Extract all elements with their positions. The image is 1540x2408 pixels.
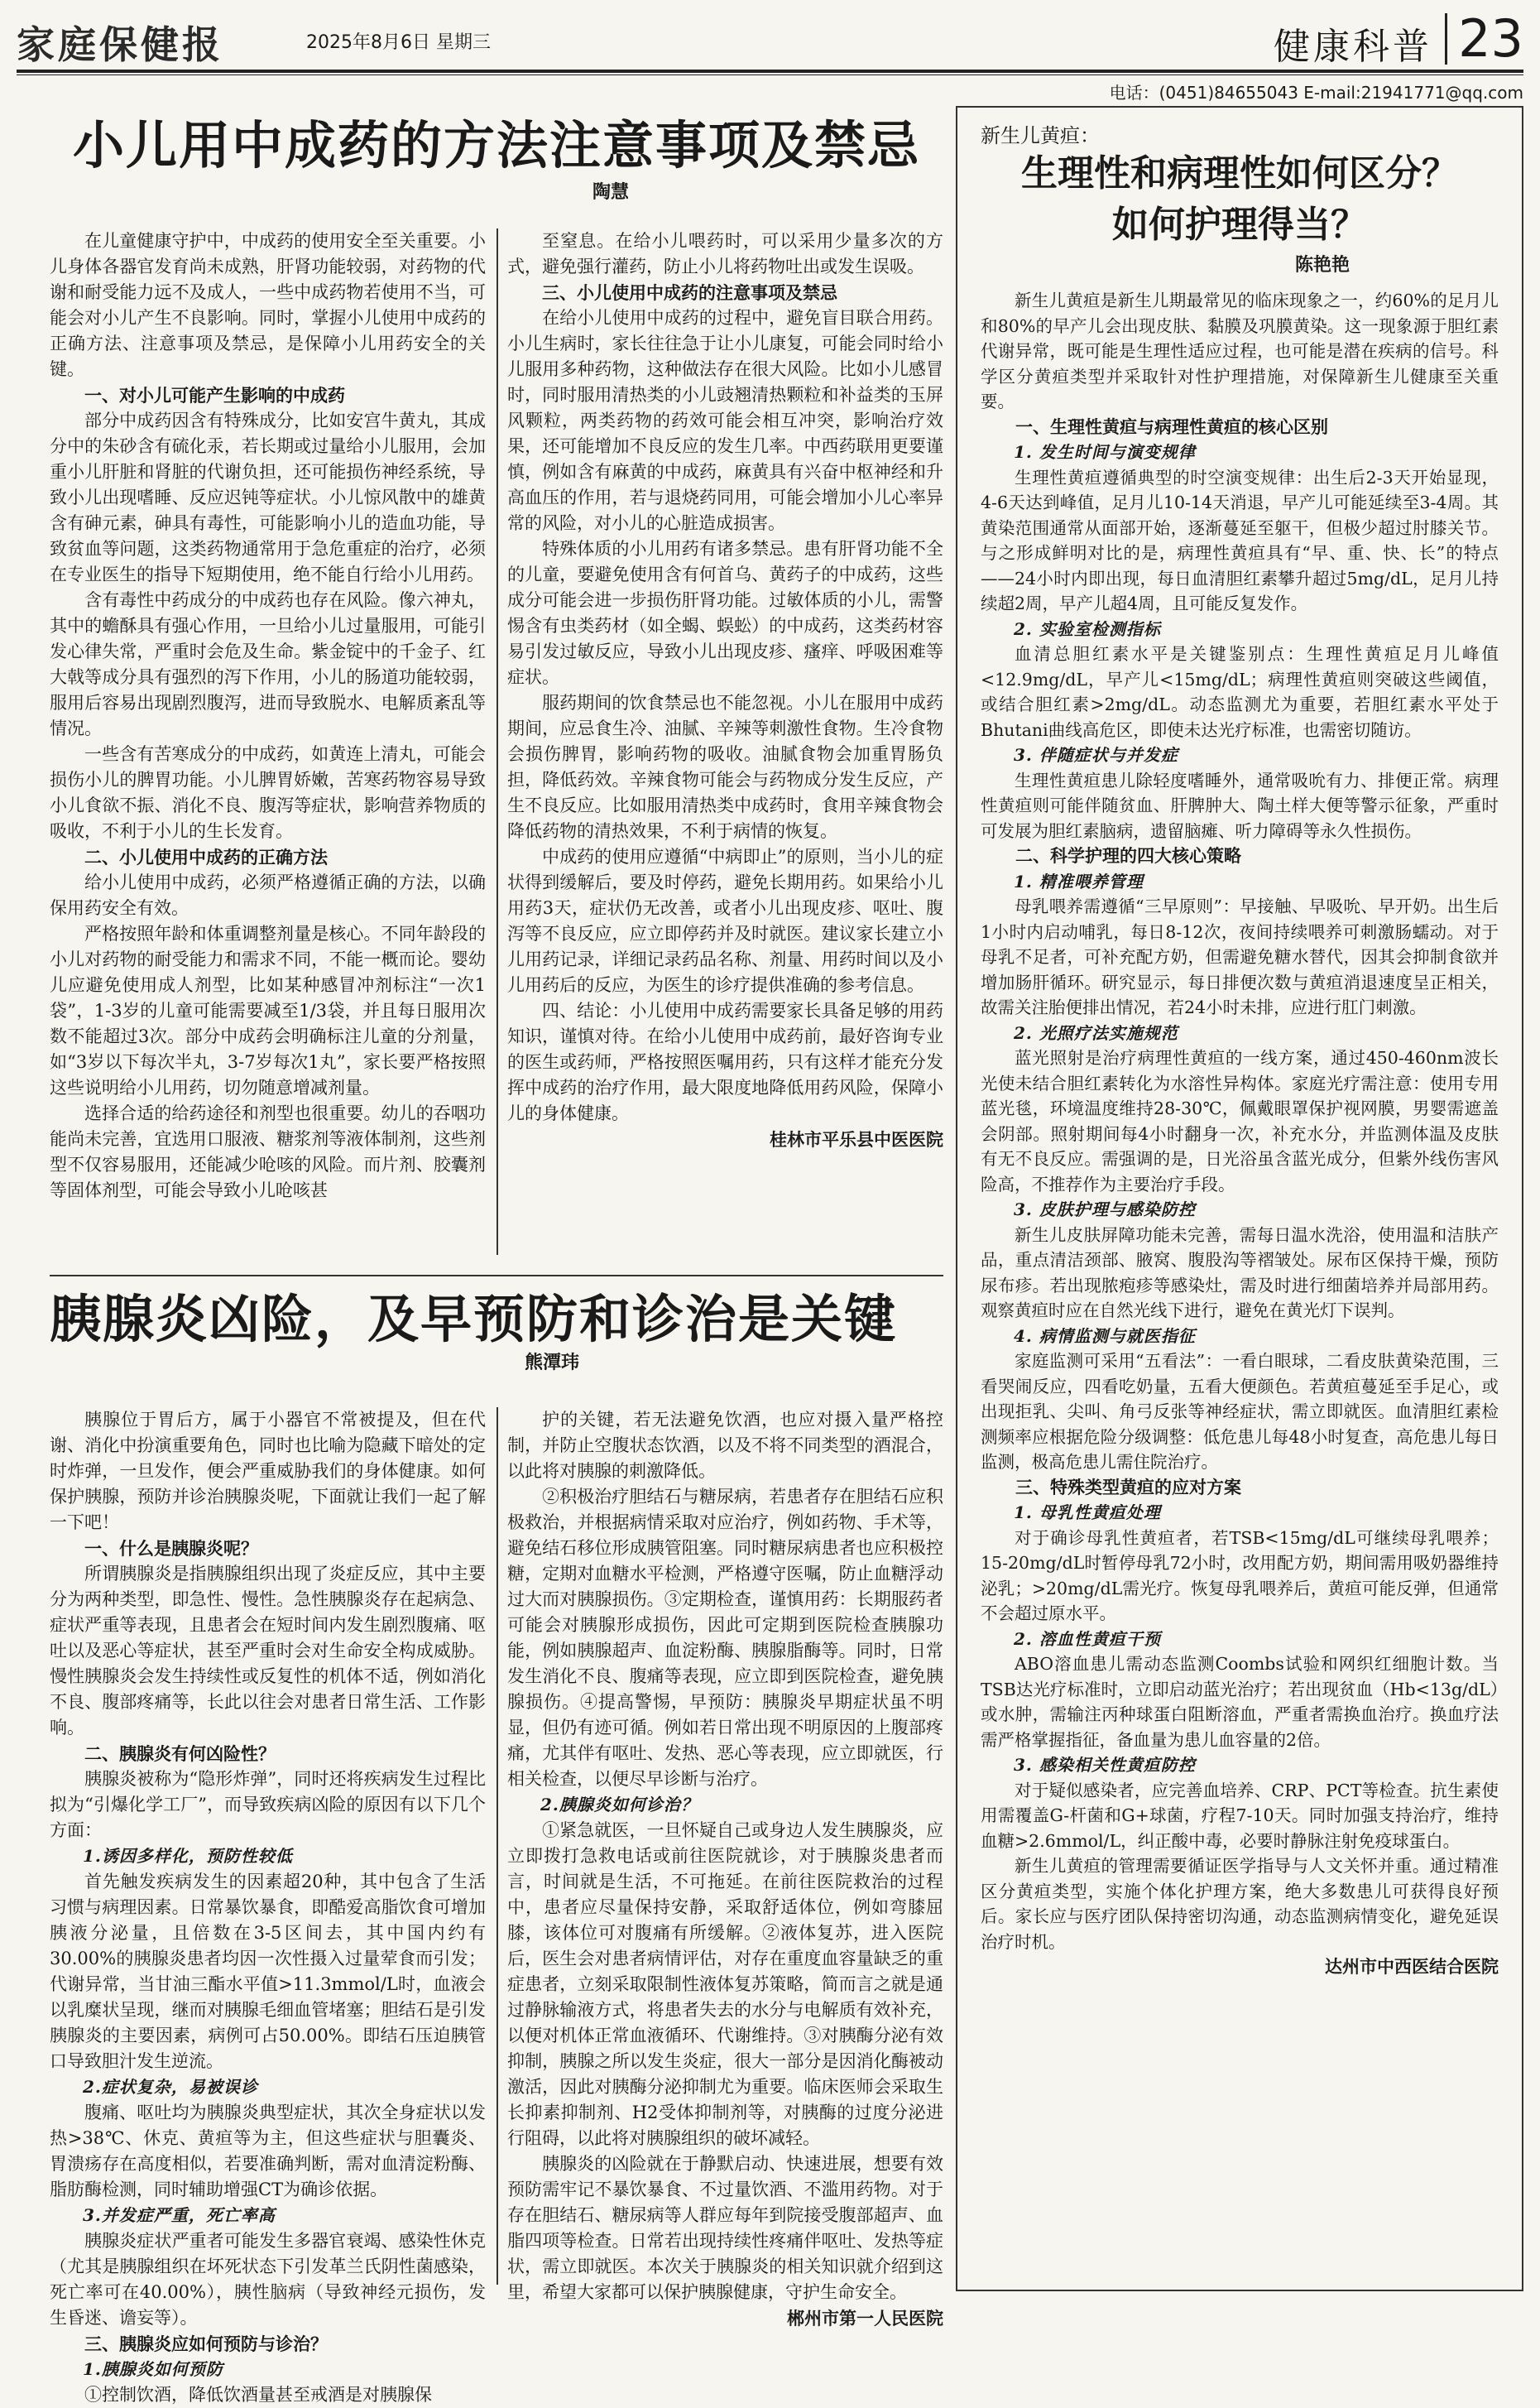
article-kicker: 新生儿黄疸： <box>981 124 1100 147</box>
newspaper-name: 家庭保健报 <box>17 22 223 67</box>
column-divider <box>497 228 498 1255</box>
subsection-heading: 2. 光照疗法实施规范 <box>1014 1022 1178 1043</box>
subsection-heading: 1. 精准喂养管理 <box>1014 871 1144 892</box>
subsection-heading: 1. 发生时间与演变规律 <box>1014 442 1196 462</box>
hospital-credit: 达州市中西医结合医院 <box>1325 1956 1499 1977</box>
section-heading: 一、生理性黄疸与病理性黄疸的核心区别 <box>1015 416 1328 437</box>
article-column <box>50 1407 486 2405</box>
subsection-heading: 3. 感染相关性黄疸防控 <box>1014 1755 1196 1775</box>
paragraph: 生理性黄疸患儿除轻度嗜睡外，通常吸吮有力、排便正常。病理性黄疸则可能伴随贫血、肝脾肿大、陶土样大便等警示征象，严重时可发展为胆红素脑病，遗留脑瘫、听力障碍等永久性损伤。 <box>981 770 1499 841</box>
paragraph: 至窒息。在给小儿喂药时，可以采用少量多次的方式，避免强行灌药，防止小儿将药物吐出或发生误吸。 <box>507 231 943 276</box>
subsection-heading: 2. 溶血性黄疸干预 <box>1014 1628 1161 1649</box>
paragraph: 生理性黄疸遵循典型的时空演变规律：出生后2-3天开始显现，4-6天达到峰值，足月儿10-14天消退，早产儿可能延续至3-4周。其黄染范围通常从面部开始，逐渐蔓延至躯干，但极少超过肘膝关节。与之形成鲜明对比的是，病理性黄疸具有“早、重、快、长”的特点——24小时内即出现，每日血清胆红素攀升超过5mg/dL，足月儿持续超2周，早产儿超4周，且可能反复发作。 <box>981 467 1499 613</box>
paragraph: 特殊体质的小儿用药有诸多禁忌。患有肝肾功能不全的儿童，要避免使用含有何首乌、黄药子的中成药，这些成分可能会进一步损伤肝肾功能。过敏体质的小儿，需警惕含有虫类药材（如全蝎、蜈蚣）的中成药，这类药材容易引发过敏反应，导致小儿出现皮疹、瘙痒、呼吸困难等症状。 <box>507 539 943 687</box>
paragraph: 部分中成药因含有特殊成分，比如安宫牛黄丸，其成分中的朱砂含有硫化汞，若长期或过量给小儿服用，会加重小儿肝脏和肾脏的代谢负担，还可能损伤神经系统，导致小儿出现嗜睡、反应迟钝等症状。小儿惊风散中的雄黄含有砷元素，砷具有毒性，可能影响小儿的造血功能，导致贫血等问题，这类药物通常用于急危重症的治疗，必须在专业医生的指导下短期使用，绝不能自行给小儿用药。 <box>50 411 486 584</box>
article-column <box>981 288 1499 2258</box>
subsection-heading: 1.诱因多样化，预防性较低 <box>83 1846 293 1866</box>
column-divider <box>497 1407 498 2285</box>
section-heading: 二、科学护理的四大核心策略 <box>1015 845 1241 866</box>
section-heading: 三、胰腺炎应如何预防与诊治？ <box>84 2334 328 2354</box>
subsection-heading: 1. 母乳性黄疸处理 <box>1014 1502 1161 1522</box>
subsection-heading: 2.胰腺炎如何诊治？ <box>540 1795 698 1814</box>
paragraph: ①紧急就医，一旦怀疑自己或身边人发生胰腺炎，应立即拨打急救电话或前往医院就诊，对于胰腺炎患者而言，时间就是生活，不可拖延。在前往医院救治的过程中，患者应尽量保持安静，采取舒适体位，例如弯膝屈膝，该体位可对腹痛有所缓解。②液体复苏，进入医院后，医生会对患者病情评估，对存在重度血容量缺乏的重症患者，立刻采取限制性液体复苏策略，简而言之就是通过静脉输液方式，将患者失去的水分与电解质有效补充，以便对机体正常血液循环、代谢维持。③对胰酶分泌有效抑制，胰腺之所以发生炎症，很大一部分是因消化酶被动激活，因此对胰酶分泌抑制尤为重要。临床医师会采取生长抑素抑制剂、H2受体抑制剂等，对胰酶的过度分泌进行阻碍，以此将对胰腺组织的破坏减轻。 <box>507 1820 943 2148</box>
paragraph: 严格按照年龄和体重调整剂量是核心。不同年龄段的小儿对药物的耐受能力和需求不同，不能一概而论。婴幼儿应避免使用成人剂型，比如某种感冒冲剂标注“一次1袋”，1-3岁的儿童可能需要减至1/3袋，并且每日服用次数不能超过3次。部分中成药会明确标注儿童的分剂量，如“3岁以下每次半丸，3-7岁每次1丸”，家长要严格按照这些说明给小儿用药，切勿随意增减剂量。 <box>50 924 486 1098</box>
paragraph: 选择合适的给药途径和剂型也很重要。幼儿的吞咽功能尚未完善，宜选用口服液、糖浆剂等液体制剂，这些剂型不仅容易服用，还能减少呛咳的风险。而片剂、胶囊剂等固体剂型，可能会导致小儿呛咳甚 <box>50 1103 486 1200</box>
paragraph: 蓝光照射是治疗病理性黄疸的一线方案，通过450-460nm波长光使未结合胆红素转化为水溶性异构体。家庭光疗需注意：使用专用蓝光毯，环境温度维持28-30℃，佩戴眼罩保护视网膜，男婴需遮盖会阴部。照射期间每4小时翻身一次，补充水分，并监测体温及皮肤有无不良反应。需强调的是，日光浴虽含蓝光成分，但紫外线伤害风险高，不推荐作为主要治疗手段。 <box>981 1048 1499 1194</box>
article-author: 熊潭玮 <box>524 1352 579 1374</box>
paragraph: 新生儿黄疸的管理需要循证医学指导与人文关怀并重。通过精准区分黄疸类型，实施个体化护理方案，绝大多数患儿可获得良好预后。家长应与医疗团队保持密切沟通，动态监测病情变化，避免延误治疗时机。 <box>981 1856 1499 1952</box>
article-column <box>50 228 486 1271</box>
paragraph: 一些含有苦寒成分的中成药，如黄连上清丸，可能会损伤小儿的脾胃功能。小儿脾胃娇嫩，苦寒药物容易导致小儿食欲不振、消化不良、腹泻等症状，影响营养物质的吸收，不利于小儿的生长发育。 <box>50 744 486 841</box>
masthead <box>17 8 1523 70</box>
column-text <box>507 228 943 1127</box>
paragraph: 血清总胆红素水平是关键鉴别点：生理性黄疸足月儿峰值<12.9mg/dL，早产儿<15mg/dL；病理性黄疸则突破这些阈值，或结合胆红素>2mg/dL。动态监测尤为重要，若胆红素水平处于Bhutani曲线高危区，即使未达光疗标准，也需密切随访。 <box>981 644 1499 740</box>
paragraph: ②积极治疗胆结石与糖尿病，若患者存在胆结石应积极救治，并根据病情采取对应治疗，例如药物、手术等，避免结石移位形成胰管阻塞。同时糖尿病患者也应积极控糖，定期对血糖水平检测，严格遵守医嘱，防止血糖浮动过大而对胰腺损伤。③定期检查，谨慎用药：长期服药者可能会对胰腺形成损伤，因此可定期到医院检查胰腺功能，例如胰腺超声、血淀粉酶、胰腺脂酶等。同时，日常发生消化不良、腹痛等表现，应立即到医院检查，避免胰腺损伤。④提高警惕，早预防：胰腺炎早期症状虽不明显，但仍有迹可循。例如若日常出现不明原因的上腹部疼痛，尤其伴有呕吐、发热、恶心等表现，应立即就医，行相关检查，以便尽早诊断与治疗。 <box>507 1487 943 1789</box>
article-author: 陶慧 <box>592 181 629 204</box>
subsection-heading: 3. 皮肤护理与感染防控 <box>1014 1199 1196 1219</box>
paragraph: 新生儿黄疸是新生儿期最常见的临床现象之一，约60%的足月儿和80%的早产儿会出现皮肤、黏膜及巩膜黄染。这一现象源于胆红素代谢异常，既可能是生理性适应过程，也可能是潜在疾病的信号。科学区分黄疸类型并采取针对性护理措施，对保障新生儿健康至关重要。 <box>981 291 1499 411</box>
section-heading: 二、胰腺炎有何凶险性？ <box>84 1743 276 1764</box>
subsection-heading: 1.胰腺炎如何预防 <box>83 2359 223 2379</box>
masthead-rule <box>17 70 1523 73</box>
section-heading: 二、小儿使用中成药的正确方法 <box>84 847 328 868</box>
article-title: 胰腺炎凶险，及早预防和诊治是关键 <box>50 1289 898 1349</box>
masthead-divider <box>1445 13 1447 65</box>
section-heading: 一、对小儿可能产生影响的中成药 <box>84 385 345 406</box>
section-name: 健康科普 <box>1274 26 1432 68</box>
article-separator <box>50 1275 943 1276</box>
paragraph: 对于确诊母乳性黄疸者，若TSB<15mg/dL可继续母乳喂养；15-20mg/dL时暂停母乳72小时，改用配方奶，期间需用吸奶器维持泌乳；>20mg/dL需光疗。恢复母乳喂养后，黄疸可能反弹，但通常不会超过原水平。 <box>981 1527 1499 1623</box>
article-author: 陈艳艳 <box>1294 254 1350 276</box>
paragraph: 胰腺炎被称为“隐形炸弹”，同时还将疾病发生过程比拟为“引爆化学工厂”，而导致疾病凶险的原因有以下几个方面： <box>50 1769 486 1840</box>
paragraph: 胰腺炎的凶险就在于静默启动、快速进展，想要有效预防需牢记不暴饮暴食、不过量饮酒、不滥用药物。对于存在胆结石、糖尿病等人群应每年到院接受腹部超声、血脂四项等检查。日常若出现持续性疼痛伴呕吐、发热等症状，需立即就医。本次关于胰腺炎的相关知识就介绍到这里，希望大家都可以保护胰腺健康，守护生命安全。 <box>507 2154 943 2302</box>
section-heading: 一、什么是胰腺炎呢？ <box>84 1538 258 1559</box>
article-neonatal-jaundice <box>956 106 1523 2291</box>
paragraph: 所谓胰腺炎是指胰腺组织出现了炎症反应，其中主要分为两种类型，即急性、慢性。急性胰腺炎存在起病急、症状严重等表现，且患者会在短时间内发生剧烈腹痛、呕吐以及恶心等症状，甚至严重时会对生命安全构成威胁。慢性胰腺炎会发生持续性或反复性的机体不适，例如消化不良、腹部疼痛等，长此以往会对患者日常生活、工作影响。 <box>50 1564 486 1738</box>
paragraph: 母乳喂养需遵循“三早原则”：早接触、早吸吮、早开奶。出生后1小时内启动哺乳，每日8-12次，夜间持续喂养可刺激肠蠕动。对于母乳不足者，可补充配方奶，但需避免糖水替代，因其会抑制食欲并增加肠肝循环。研究显示，每日排便次数与黄疸消退速度呈正相关，故需关注胎便排出情况，若24小时未排，应进行肛门刺激。 <box>981 896 1499 1017</box>
article-title: 小儿用中成药的方法注意事项及禁忌 <box>72 115 920 175</box>
issue-date: 2025年8月6日 星期三 <box>306 32 491 53</box>
column-text <box>507 1407 943 2305</box>
paragraph: 服药期间的饮食禁忌也不能忽视。小儿在服用中成药期间，应忌食生冷、油腻、辛辣等刺激性食物。生冷食物会损伤脾胃，影响药物的吸收。油腻食物会加重胃肠负担，降低药效。辛辣食物可能会与药物成分发生反应，产生不良反应。比如服用清热类中成药时，食用辛辣食物会降低药物的清热效果，不利于病情的恢复。 <box>507 693 943 841</box>
masthead-rule-thin <box>17 74 1523 75</box>
article-pancreatitis <box>50 1290 943 1374</box>
subsection-heading: 2. 实验室检测指标 <box>1014 618 1161 639</box>
paragraph: 含有毒性中药成分的中成药也存在风险。像六神丸，其中的蟾酥具有强心作用，一旦给小儿过量服用，可能引发心律失常，严重时会危及生命。紫金锭中的千金子、红大戟等成分具有强烈的泻下作用，小儿的肠道功能较弱，服用后容易出现剧烈腹泻，进而导致脱水、电解质紊乱等情况。 <box>50 590 486 738</box>
paragraph: 胰腺位于胃后方，属于小器官不常被提及，但在代谢、消化中扮演重要角色，同时也比喻为隐藏下暗处的定时炸弹，一旦发作，便会严重威胁我们的身体健康。如何保护胰腺，预防并诊治胰腺炎呢，下面就让我们一起了解一下吧！ <box>50 1410 486 1532</box>
article-column <box>507 228 943 1271</box>
article-title-line1: 生理性和病理性如何区分？ <box>1021 152 1458 195</box>
subsection-heading: 3.并发症严重，死亡率高 <box>83 2205 276 2225</box>
section-heading: 三、小儿使用中成药的注意事项及禁忌 <box>542 282 837 303</box>
paragraph: 胰腺炎症状严重者可能发生多器官衰竭、感染性休克（尤其是胰腺组织在坏死状态下引发革兰氏阴性菌感染，死亡率可在40.00%），胰性脑病（导致神经元损伤，发生昏迷、谵妄等）。 <box>50 2231 486 2328</box>
column-text <box>981 288 1499 1954</box>
article-title-line2: 如何护理得当？ <box>1112 204 1367 246</box>
paragraph: 中成药的使用应遵循“中病即止”的原则，当小儿的症状得到缓解后，要及时停药，避免长期用药。如果给小儿用药3天，症状仍无改善，或者小儿出现皮疹、呕吐、腹泻等不良反应，应立即停药并及时就医。建议家长建立小儿用药记录，详细记录药品名称、剂量、用药时间以及小儿用药后的反应，为医生的诊疗提供准确的参考信息。 <box>507 847 943 995</box>
page-number: 23 <box>1458 8 1523 69</box>
paragraph: 四、结论：小儿使用中成药需要家长具备足够的用药知识，谨慎对待。在给小儿使用中成药前，最好咨询专业的医生或药师，严格按照医嘱用药，只有这样才能充分发挥中成药的治疗作用，最大限度地降低用药风险，保障小儿的身体健康。 <box>507 1001 943 1123</box>
paragraph: 在儿童健康守护中，中成药的使用安全至关重要。小儿身体各器官发育尚未成熟，肝肾功能较弱，对药物的代谢和耐受能力远不及成人，一些中成药物若使用不当，可能会对小儿产生不良影响。同时，掌握小儿使用中成药的正确方法、注意事项及禁忌，是保障小儿用药安全的关键。 <box>50 231 486 379</box>
article-pediatric-tcm <box>50 116 943 204</box>
paragraph: ABO溶血患儿需动态监测Coombs试验和网织红细胞计数。当TSB达光疗标准时，立即启动蓝光治疗；若出现贫血（Hb<13g/dL）或水肿，需输注丙种球蛋白阻断溶血，严重者需换血治疗。换血疗法需严格掌握指征，备血量为患儿血容量的2倍。 <box>981 1654 1499 1750</box>
paragraph: ①控制饮酒，降低饮酒量甚至戒酒是对胰腺保 <box>84 2385 432 2405</box>
subsection-heading: 4. 病情监测与就医指征 <box>1014 1325 1196 1346</box>
paragraph: 新生儿皮肤屏障功能未完善，需每日温水洗浴，使用温和洁肤产品，重点清洁颈部、腋窝、腹股沟等褶皱处。尿布区保持干燥，预防尿布疹。若出现脓疱疹等感染灶，需及时进行细菌培养并局部用药。观察黄疸时应在自然光线下进行，避免在黄光灯下误判。 <box>981 1224 1499 1320</box>
paragraph: 家庭监测可采用“五看法”：一看白眼球，二看皮肤黄染范围，三看哭闹反应，四看吃奶量，五看大便颜色。若黄疸蔓延至手足心，或出现拒乳、尖叫、角弓反张等神经症状，需立即就医。血清胆红素检测频率应根据危险分级调整：低危患儿每48小时复查，高危患儿每日监测，极高危患儿需住院治疗。 <box>981 1351 1499 1472</box>
paragraph: 给小儿使用中成药，必须严格遵循正确的方法，以确保用药安全有效。 <box>50 872 486 918</box>
paragraph: 在给小儿使用中成药的过程中，避免盲目联合用药。小儿生病时，家长往往急于让小儿康复，可能会同时给小儿服用多种药物，这种做法存在很大风险。比如小儿感冒时，同时服用清热类的小儿豉翘清热颗粒和补益类的玉屏风颗粒，两类药物的药效可能会相互冲突，影响治疗效果，还可能增加不良反应的发生几率。中西药联用更要谨慎，例如含有麻黄的中成药，麻黄具有兴奋中枢神经和升高血压的作用，若与退烧药同用，可能会增加小儿心率异常的风险，对小儿的心脏造成损害。 <box>507 308 943 533</box>
subsection-heading: 3. 伴随症状与并发症 <box>1014 745 1178 765</box>
contact-info: 电话：(0451)84655043 E-mail:21941771@qq.com <box>1109 83 1523 103</box>
paragraph: 护的关键，若无法避免饮酒，也应对摄入量严格控制，并防止空腹状态饮酒，以及不将不同类型的酒混合，以此将对胰腺的刺激降低。 <box>507 1410 943 1481</box>
hospital-credit: 桂林市平乐县中医医院 <box>770 1129 943 1150</box>
paragraph: 腹痛、呕吐均为胰腺炎典型症状，其次全身症状以发热>38℃、休克、黄疸等为主，但这些症状与胆囊炎、胃溃疡存在高度相似，若要准确判断，需对血清淀粉酶、脂肪酶检测，同时辅助增强CT为确诊依据。 <box>50 2103 486 2199</box>
paragraph: 对于疑似感染者，应完善血培养、CRP、PCT等检查。抗生素使用需覆盖G-杆菌和G+球菌，疗程7-10天。同时加强支持治疗，维持血糖>2.6mmol/L，纠正酸中毒，必要时静脉注射免疫球蛋白。 <box>981 1780 1499 1851</box>
hospital-credit: 郴州市第一人民医院 <box>787 2308 943 2329</box>
paragraph: 首先触发疾病发生的因素超20种，其中包含了生活习惯与病理因素。日常暴饮暴食，即酷爱高脂饮食可增加胰液分泌量，且倍数在3-5区间去，其中国内约有30.00%的胰腺炎患者均因一次性摄入过量荤食而引发；代谢异常，当甘油三酯水平值>11.3mmol/L时，血液会以乳糜状呈现，继而对胰腺毛细血管堵塞；胆结石是引发胰腺炎的主要因素，病例可占50.00%。即结石压迫胰管口导致胆汁发生逆流。 <box>50 1872 486 2071</box>
subsection-heading: 2.症状复杂，易被误诊 <box>83 2077 258 2097</box>
section-heading: 三、特殊类型黄疸的应对方案 <box>1015 1476 1241 1497</box>
article-column <box>507 1407 943 2329</box>
